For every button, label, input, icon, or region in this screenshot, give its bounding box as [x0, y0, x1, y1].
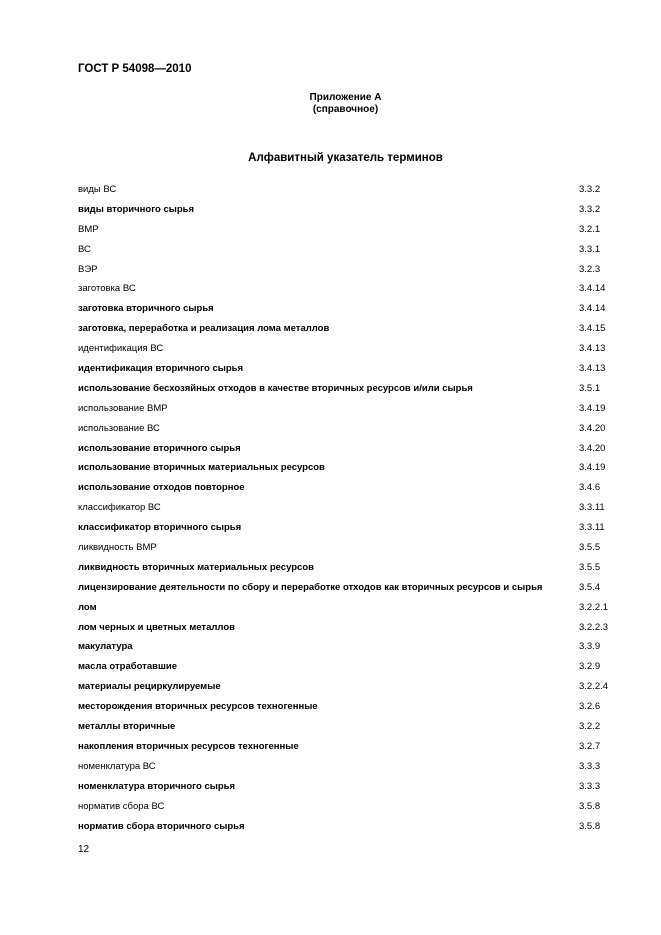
index-ref: 3.4.14: [579, 303, 606, 315]
index-term: металлы вторичные: [78, 721, 176, 733]
index-ref: 3.5.5: [579, 561, 601, 573]
index-ref: 3.4.20: [579, 442, 606, 454]
appendix-subtitle: (справочное): [312, 104, 379, 115]
index-entry: [78, 419, 618, 439]
index-ref: 3.3.11: [579, 522, 605, 534]
index-ref: 3.4.13: [579, 343, 606, 355]
index-term: ВЭР: [78, 263, 98, 275]
index-ref: 3.2.6: [579, 701, 601, 713]
index-entry: [78, 677, 618, 697]
index-entry: [78, 180, 618, 200]
index-entry: [78, 657, 618, 677]
index-ref: 3.5.4: [579, 581, 601, 593]
index-entry: [78, 518, 618, 538]
index-ref: 3.4.19: [579, 402, 606, 414]
index-entry: [78, 598, 618, 618]
index-ref: 3.4.13: [579, 363, 606, 375]
index-entry: [78, 538, 618, 558]
index-term: использование бесхозяйных отходов в качестве вторичных ресурсов и/или сырья: [78, 382, 473, 394]
index-ref: 3.3.3: [579, 760, 601, 772]
index-term: материалы рециркулируемые: [78, 681, 221, 693]
index-ref: 3.2.2.4: [579, 681, 609, 693]
index-term: номенклатура ВС: [78, 760, 156, 772]
index-ref: 3.4.14: [579, 283, 606, 295]
index-entry: [78, 777, 618, 797]
index-term: виды вторичного сырья: [78, 203, 195, 215]
index-entry: [78, 618, 618, 638]
index-title: Алфавитный указатель терминов: [248, 152, 443, 164]
index-entry: [78, 697, 618, 717]
appendix-heading: [0, 92, 661, 116]
index-term: использование ВС: [78, 422, 160, 434]
index-term: ВМР: [78, 223, 99, 235]
index-entry: [78, 200, 618, 220]
index-entry: [78, 260, 618, 280]
index-entry: [78, 458, 618, 478]
index-entry: [78, 319, 618, 339]
index-term: классификатор ВС: [78, 502, 161, 514]
index-term: заготовка ВС: [78, 283, 136, 295]
index-ref: 3.3.1: [579, 243, 601, 255]
index-entry: [78, 299, 618, 319]
index-ref: 3.4.19: [579, 462, 606, 474]
index-ref: 3.5.8: [579, 800, 601, 812]
index-ref: 3.4.6: [579, 482, 601, 494]
index-term: классификатор вторичного сырья: [78, 522, 242, 534]
index-entry: [78, 478, 618, 498]
index-term: идентификация вторичного сырья: [78, 363, 244, 375]
index-entry: [78, 558, 618, 578]
index-ref: 3.2.2.1: [579, 601, 609, 613]
index-term: идентификация ВС: [78, 343, 164, 355]
index-ref: 3.2.7: [579, 740, 601, 752]
index-entry: [78, 439, 618, 459]
index-entry: [78, 498, 618, 518]
index-term: накопления вторичных ресурсов техногенные: [78, 740, 299, 752]
index-ref: 3.2.3: [579, 263, 601, 275]
index-entry: [78, 359, 618, 379]
index-term: норматив сбора вторичного сырья: [78, 820, 245, 832]
index-ref: 3.2.1: [579, 223, 601, 235]
appendix-title: Приложение А: [309, 92, 382, 103]
index-entry: [78, 817, 618, 837]
index-ref: 3.5.1: [579, 382, 601, 394]
index-ref: 3.5.5: [579, 542, 601, 554]
index-term: виды ВС: [78, 184, 117, 195]
index-entry: [78, 339, 618, 359]
index-entry: [78, 279, 618, 299]
index-term: лицензирование деятельности по сбору и переработке отходов как вторичных ресурсов и сырья: [78, 581, 543, 593]
index-term: использование отходов повторное: [78, 482, 245, 494]
index-term: ликвидность ВМР: [78, 542, 157, 554]
index-term: заготовка вторичного сырья: [78, 303, 214, 315]
index-term: ликвидность вторичных материальных ресурсов: [78, 561, 314, 573]
index-ref: 3.2.2.3: [579, 621, 609, 633]
index-entry: [78, 379, 618, 399]
index-entry: [78, 737, 618, 757]
index-term: лом черных и цветных металлов: [78, 621, 235, 633]
index-entry: [78, 220, 618, 240]
index-ref: 3.4.20: [579, 422, 606, 434]
index-term: номенклатура вторичного сырья: [78, 780, 236, 792]
page-number: 12: [78, 844, 90, 855]
index-entry: [78, 399, 618, 419]
term-index-list: [78, 180, 618, 836]
index-term: ВС: [78, 243, 91, 255]
index-entry: [78, 757, 618, 777]
document-code: ГОСТ Р 54098—2010: [78, 63, 192, 75]
index-term: лом: [78, 601, 97, 613]
index-ref: 3.3.9: [579, 641, 601, 653]
index-term: норматив сбора ВС: [78, 800, 165, 812]
index-term: использование вторичного сырья: [78, 442, 241, 454]
index-term: макулатура: [78, 641, 133, 653]
index-ref: 3.3.2: [579, 203, 601, 215]
index-term: использование вторичных материальных ресурсов: [78, 462, 325, 474]
index-ref: 3.3.3: [579, 780, 601, 792]
index-term: использование ВМР: [78, 402, 168, 414]
index-ref: 3.4.15: [579, 323, 606, 335]
index-entry: [78, 578, 618, 598]
index-term: месторождения вторичных ресурсов техногенные: [78, 701, 318, 713]
index-entry: [78, 240, 618, 260]
index-ref: 3.3.11: [579, 502, 605, 514]
index-entry: [78, 717, 618, 737]
index-ref: 3.5.8: [579, 820, 601, 832]
index-entry: [78, 797, 618, 817]
index-term: заготовка, переработка и реализация лома металлов: [78, 323, 330, 335]
index-ref: 3.3.2: [579, 184, 601, 195]
index-ref: 3.2.9: [579, 661, 601, 673]
index-entry: [78, 637, 618, 657]
index-term: масла отработавшие: [78, 661, 177, 673]
index-ref: 3.2.2: [579, 721, 601, 733]
